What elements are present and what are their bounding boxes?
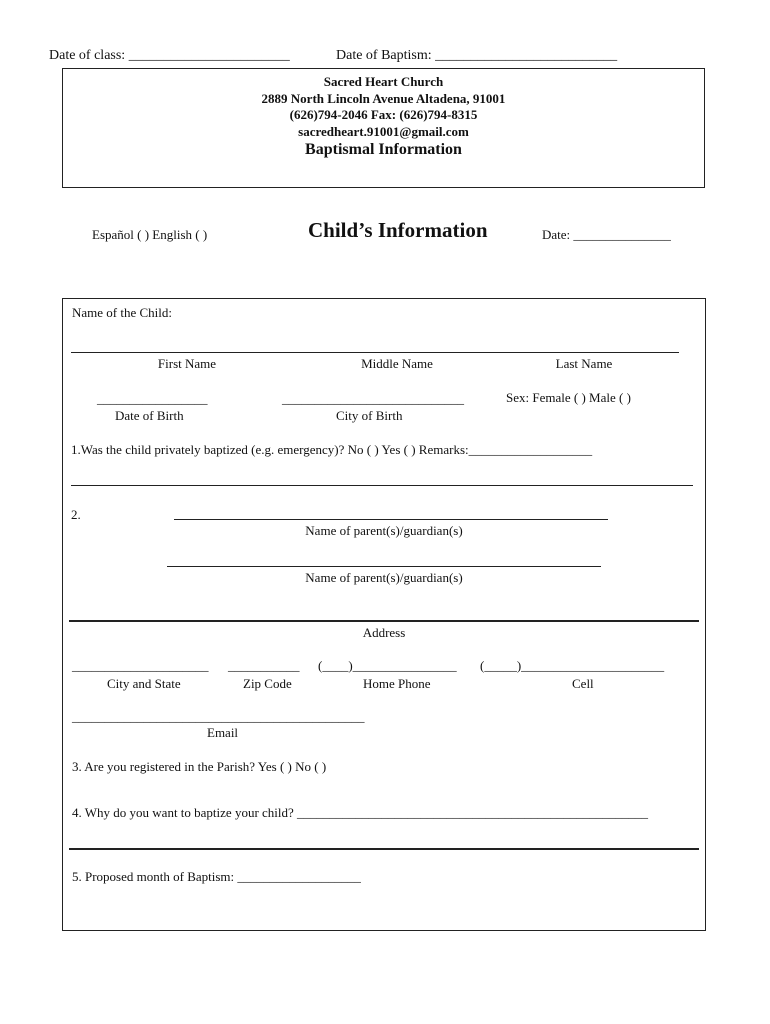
zip-line[interactable]: ___________ <box>228 658 300 673</box>
date-field[interactable]: Date: _______________ <box>542 227 671 242</box>
home-phone-line[interactable]: (____)________________ <box>318 658 457 673</box>
city-state-label: City and State <box>107 676 181 691</box>
language-choice[interactable]: Español ( ) English ( ) <box>92 227 208 242</box>
dob-line[interactable]: _________________ <box>97 391 208 406</box>
church-email: sacredheart.91001@gmail.com <box>298 124 469 139</box>
city-of-birth-line[interactable]: ____________________________ <box>282 391 464 406</box>
church-address: 2889 North Lincoln Avenue Altadena, 91001 <box>261 91 506 106</box>
parent-line-2[interactable] <box>167 566 601 567</box>
child-name-label: Name of the Child: <box>72 305 173 320</box>
baptism-divider <box>69 848 699 850</box>
first-name-label: First Name <box>157 356 217 371</box>
home-phone-label: Home Phone <box>363 676 431 691</box>
parent-line-1[interactable] <box>174 519 608 520</box>
address-divider <box>69 620 699 622</box>
middle-name-label: Middle Name <box>361 356 433 371</box>
church-phone: (626)794-2046 Fax: (626)794-8315 <box>289 107 478 122</box>
question-4[interactable]: 4. Why do you want to baptize your child? ______________________________________________________ <box>72 805 649 820</box>
sex-choice[interactable]: Sex: Female ( ) Male ( ) <box>506 390 631 405</box>
city-of-birth-label: City of Birth <box>336 408 403 423</box>
cell-label: Cell <box>572 676 594 691</box>
parent-label-1: Name of parent(s)/guardian(s) <box>305 523 463 538</box>
church-name: Sacred Heart Church <box>323 74 444 89</box>
last-name-label: Last Name <box>555 356 613 371</box>
section-title: Child’s Information <box>308 218 488 242</box>
cell-line[interactable]: (_____)______________________ <box>480 658 665 673</box>
email-label: Email <box>207 725 239 740</box>
address-label: Address <box>362 625 406 640</box>
child-name-line[interactable] <box>71 352 679 353</box>
email-line[interactable]: _____________________________________________ <box>72 709 365 724</box>
zip-label: Zip Code <box>243 676 292 691</box>
parent-label-2: Name of parent(s)/guardian(s) <box>305 570 463 585</box>
remarks-line[interactable] <box>71 485 693 486</box>
question-2-number: 2. <box>71 507 81 522</box>
question-1[interactable]: 1.Was the child privately baptized (e.g. emergency)? No ( ) Yes ( ) Remarks:___________________ <box>71 442 593 457</box>
question-3[interactable]: 3. Are you registered in the Parish? Yes ( ) No ( ) <box>72 759 327 774</box>
city-state-line[interactable]: _____________________ <box>72 658 209 673</box>
question-5[interactable]: 5. Proposed month of Baptism: ___________________ <box>72 869 361 884</box>
date-of-baptism-field[interactable]: Date of Baptism: __________________________ <box>336 48 618 63</box>
date-of-class-field[interactable]: Date of class: _______________________ <box>49 48 290 63</box>
church-header-box <box>62 68 705 188</box>
dob-label: Date of Birth <box>115 408 184 423</box>
form-title: Baptismal Information <box>305 141 462 158</box>
